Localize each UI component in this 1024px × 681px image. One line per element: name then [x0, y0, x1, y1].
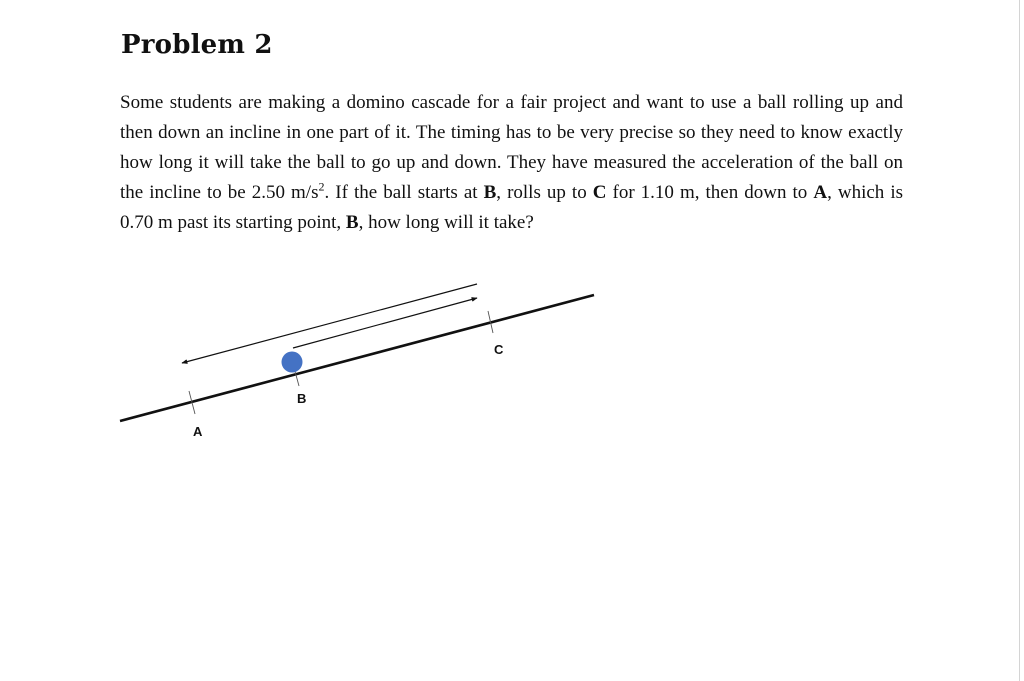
incline-line — [120, 295, 594, 421]
statement-part-2: . If the ball starts at — [324, 182, 484, 203]
label-b: B — [297, 391, 307, 406]
point-ref-b: B — [483, 182, 497, 203]
label-c: C — [494, 342, 504, 357]
statement-part-3: , rolls up to — [496, 182, 593, 203]
label-a: A — [193, 424, 203, 439]
up-arrow — [293, 298, 477, 348]
point-ref-a: A — [813, 182, 828, 203]
point-ref-c: C — [592, 182, 607, 203]
exponent: 2 — [318, 179, 325, 194]
problem-title: Problem 2 — [121, 30, 273, 60]
down-arrow — [182, 284, 477, 363]
statement-part-5: , which is 0.70 m past its starting point, — [120, 182, 903, 233]
statement-part-6: , how long will it take? — [358, 212, 534, 233]
ball — [282, 352, 303, 373]
point-ref-b-2: B — [345, 212, 359, 233]
statement-part-1: Some students are making a domino cascade for a fair project and want to use a ball rolling up and then down an incline in one part of it. The timing has to be very precise so they need to know exactly how long it will take the ball to go up and down. They have measured the acceleration of the ball on the incline to be 2.50 m/s — [120, 92, 903, 203]
statement-part-4: for 1.10 m, then down to — [606, 182, 814, 203]
